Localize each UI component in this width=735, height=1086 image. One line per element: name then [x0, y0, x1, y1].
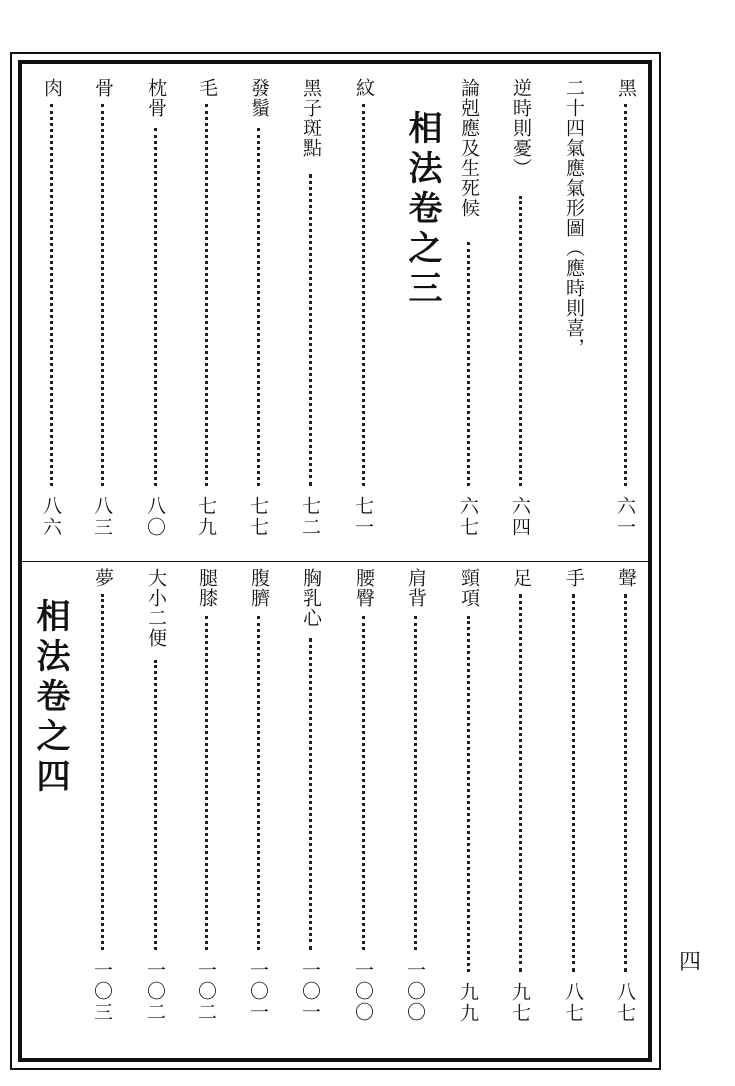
toc-page: 一〇〇 [404, 960, 426, 1023]
toc-leader [257, 616, 264, 950]
page-number: 四 [679, 950, 702, 975]
toc-page: 一〇二 [144, 960, 166, 1023]
toc-leader [309, 638, 316, 950]
toc-title: 腹臍 [248, 568, 270, 608]
toc-page: 九九 [457, 982, 479, 1024]
toc-title: 紋 [353, 78, 375, 98]
toc-page: 八六 [40, 496, 62, 538]
toc-leader [101, 594, 108, 950]
toc-leader [519, 594, 526, 972]
toc-leader [50, 104, 57, 486]
toc-title: 黑子斑點 [300, 78, 322, 158]
toc-title: 枕骨 [145, 78, 167, 118]
toc-leader [309, 174, 316, 486]
toc-title: 發鬚 [248, 78, 270, 118]
toc-page: 七二 [299, 496, 321, 538]
toc-title: 聲 [615, 568, 637, 588]
heading-vol4: 相法卷之四 [30, 598, 70, 798]
toc-page: 七九 [195, 496, 217, 538]
toc-leader [101, 104, 108, 486]
toc-title: 夢 [92, 568, 114, 588]
toc-leader [154, 660, 161, 950]
toc-page: 六四 [509, 496, 531, 538]
toc-leader [414, 616, 421, 950]
toc-leader [624, 594, 631, 972]
toc-title: 足 [510, 568, 532, 588]
toc-page: 一〇三 [91, 960, 113, 1023]
toc-title: 逆時則憂） [510, 78, 532, 178]
toc-page: 九七 [509, 982, 531, 1024]
toc-page: 六一 [614, 496, 636, 538]
toc-title: 骨 [92, 78, 114, 98]
section-divider [22, 561, 648, 562]
toc-title: 胸乳心 [300, 568, 322, 628]
toc-page: 八三 [91, 496, 113, 538]
toc-leader [205, 616, 212, 950]
toc-leader [624, 104, 631, 486]
toc-title: 頸項 [458, 568, 480, 608]
toc-page: 七七 [247, 496, 269, 538]
heading-vol3: 相法卷之三 [402, 110, 442, 310]
toc-page: 七一 [352, 496, 374, 538]
toc-title: 腰臀 [353, 568, 375, 608]
toc-leader [467, 242, 474, 486]
toc-title: 大小二便 [145, 568, 167, 648]
toc-page: 八七 [562, 982, 584, 1024]
toc-page: 一〇二 [195, 960, 217, 1023]
toc-leader [362, 616, 369, 950]
toc-leader [205, 104, 212, 486]
toc-title: 毛 [196, 78, 218, 98]
toc-page: 一〇〇 [352, 960, 374, 1023]
toc-title: 肉 [41, 78, 63, 98]
toc-page: 八七 [614, 982, 636, 1024]
toc-leader [154, 128, 161, 486]
toc-page: 一〇一 [247, 960, 269, 1023]
toc-leader [257, 128, 264, 486]
toc-leader [362, 104, 369, 486]
toc-title: 二十四氣應氣形圖（應時則喜， [563, 78, 585, 358]
toc-leader [467, 616, 474, 972]
toc-title: 腿膝 [196, 568, 218, 608]
toc-leader [519, 196, 526, 486]
toc-page: 一〇一 [299, 960, 321, 1023]
toc-page: 八〇 [144, 496, 166, 538]
toc-leader [572, 594, 579, 972]
toc-title: 手 [563, 568, 585, 588]
toc-title: 論剋應及生死候 [458, 78, 480, 218]
toc-title: 肩背 [405, 568, 427, 608]
toc-title: 黑 [615, 78, 637, 98]
toc-page: 六七 [457, 496, 479, 538]
